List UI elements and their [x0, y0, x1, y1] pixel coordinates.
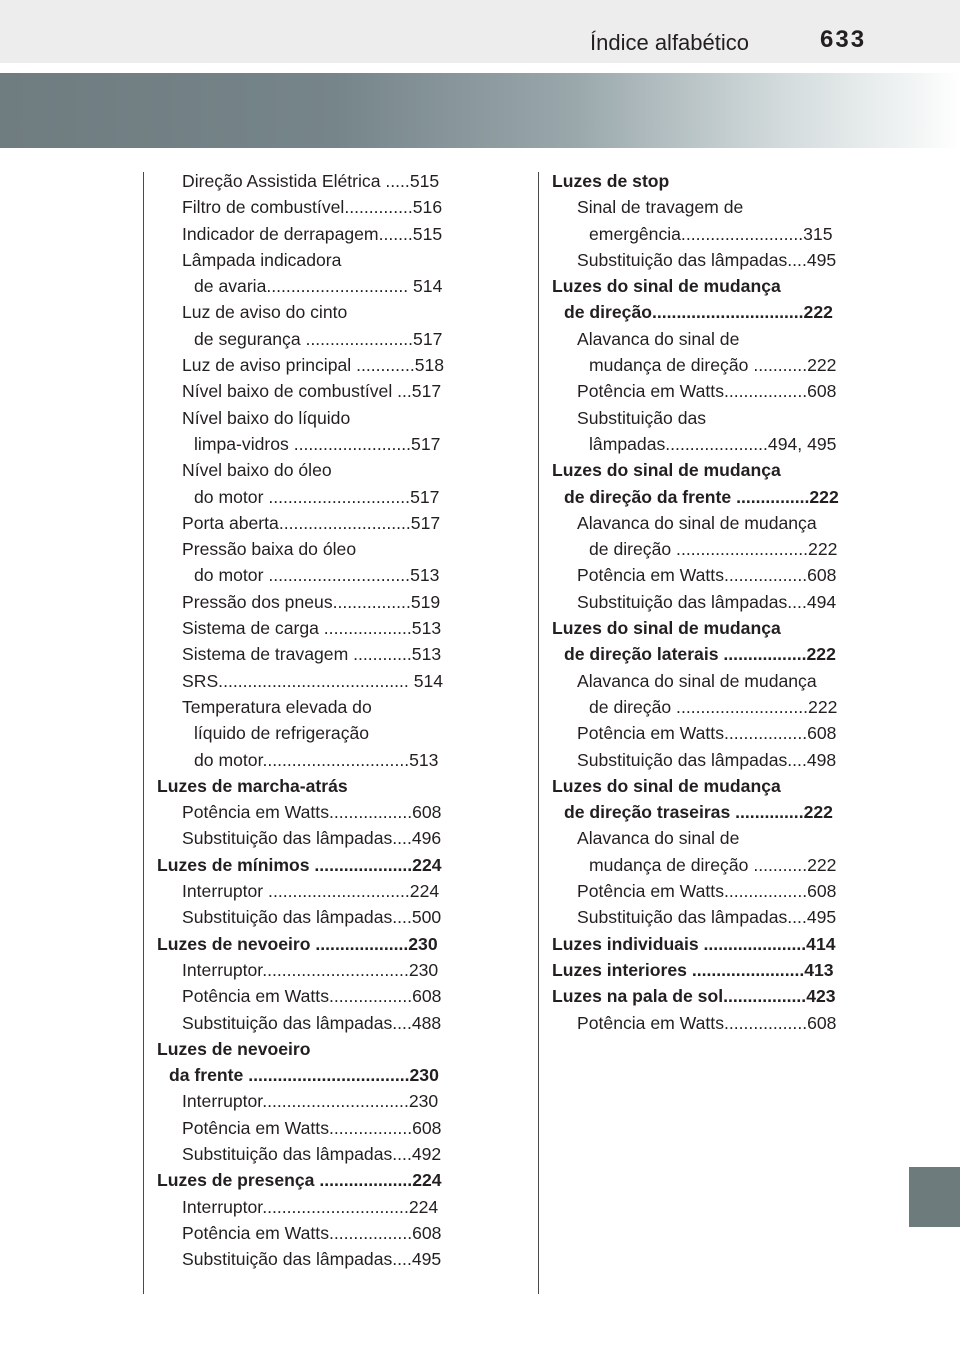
index-subentry: de segurança ......................517 — [194, 328, 443, 349]
index-subentry: mudança de direção ...........222 — [589, 355, 837, 376]
index-heading-entry: de direção...............................222 — [564, 302, 833, 323]
index-subentry: Substituição das lâmpadas....495 — [577, 249, 837, 270]
index-subentry: Potência em Watts.................608 — [577, 881, 837, 902]
index-heading-entry: Luzes do sinal de mudança — [552, 276, 781, 297]
index-subentry: Alavanca do sinal de mudança — [577, 670, 817, 691]
index-subentry: do motor .............................517 — [194, 486, 440, 507]
index-subentry: Potência em Watts.................608 — [182, 802, 442, 823]
index-subentry: limpa-vidros ........................517 — [194, 433, 441, 454]
index-column-left — [157, 168, 466, 1272]
index-subentry: Lâmpada indicadora — [182, 249, 342, 270]
index-subentry: Interruptor..............................230 — [182, 1091, 439, 1112]
index-subentry: Potência em Watts.................608 — [577, 381, 837, 402]
index-subentry: Alavanca do sinal de — [577, 828, 740, 849]
index-heading-entry: Luzes de mínimos ....................224 — [157, 854, 442, 875]
index-subentry: Nível baixo do líquido — [182, 407, 351, 428]
left-column-rule — [143, 172, 144, 1294]
index-heading-entry: da frente .................................230 — [169, 1065, 439, 1086]
index-heading-entry: de direção da frente ...............222 — [564, 486, 839, 507]
index-subentry: Direção Assistida Elétrica .....515 — [182, 171, 440, 191]
index-subentry: Substituição das — [577, 407, 707, 428]
index-subentry: Nível baixo de combustível ...517 — [182, 381, 442, 402]
index-heading-entry: Luzes de stop — [552, 171, 670, 191]
index-subentry: Interruptor..............................230 — [182, 959, 439, 980]
index-heading-entry: Luzes de marcha-atrás — [157, 775, 348, 796]
index-subentry: Alavanca do sinal de mudança — [577, 512, 817, 533]
index-subentry: Interruptor..............................224 — [182, 1196, 439, 1217]
index-subentry: Substituição das lâmpadas....494 — [577, 591, 837, 612]
index-subentry: Potência em Watts.................608 — [577, 1012, 837, 1033]
index-subentry: Substituição das lâmpadas....496 — [182, 828, 442, 849]
index-subentry: Potência em Watts.................608 — [577, 565, 837, 586]
index-subentry: do motor..............................513 — [194, 749, 439, 770]
index-heading-entry: Luzes do sinal de mudança — [552, 618, 781, 639]
index-heading-entry: Luzes do sinal de mudança — [552, 775, 781, 796]
index-heading-entry: de direção laterais .................222 — [564, 644, 836, 665]
page-number: 633 — [820, 26, 867, 53]
index-heading-entry: Luzes de nevoeiro ...................230 — [157, 933, 438, 954]
index-subentry: Pressão baixa do óleo — [182, 539, 357, 560]
index-subentry: Sistema de travagem ............513 — [182, 644, 442, 665]
index-heading-entry: Luzes individuais .....................414 — [552, 933, 836, 954]
chapter-side-tab — [909, 1167, 960, 1227]
index-heading-entry: Luzes de presença ...................224 — [157, 1170, 442, 1191]
index-subentry: Substituição das lâmpadas....498 — [577, 749, 837, 770]
index-subentry: de direção ...........................222 — [589, 539, 838, 560]
index-subentry: de avaria............................. 514 — [194, 276, 443, 297]
index-subentry: Nível baixo do óleo — [182, 460, 332, 481]
index-subentry: Substituição das lâmpadas....488 — [182, 1012, 442, 1033]
index-subentry: Alavanca do sinal de — [577, 328, 740, 349]
index-subentry: Substituição das lâmpadas....492 — [182, 1143, 442, 1164]
index-heading-entry: Luzes do sinal de mudança — [552, 460, 781, 481]
index-subentry: Interruptor .............................224 — [182, 881, 440, 902]
index-subentry: Potência em Watts.................608 — [577, 723, 837, 744]
index-subentry: Substituição das lâmpadas....495 — [577, 907, 837, 928]
index-subentry: líquido de refrigeração — [194, 723, 370, 744]
center-column-rule — [538, 172, 539, 1294]
index-heading-entry: de direção traseiras ..............222 — [564, 802, 833, 823]
index-subentry: Porta aberta...........................517 — [182, 512, 441, 533]
index-heading-entry: Luzes de nevoeiro — [157, 1038, 311, 1059]
index-subentry: Potência em Watts.................608 — [182, 1117, 442, 1138]
index-subentry: Pressão dos pneus................519 — [182, 591, 441, 612]
index-subentry: lâmpadas.....................494, 495 — [589, 433, 837, 454]
index-subentry: Substituição das lâmpadas....495 — [182, 1249, 442, 1270]
index-column-right — [552, 168, 861, 1036]
index-heading-entry: Luzes interiores .......................413 — [552, 959, 834, 980]
index-subentry: emergência.........................315 — [589, 223, 833, 244]
index-subentry: Temperatura elevada do — [182, 696, 372, 717]
index-subentry: SRS....................................... 514 — [182, 670, 444, 691]
section-title: Índice alfabético — [590, 30, 749, 55]
index-subentry: Potência em Watts.................608 — [182, 1222, 442, 1243]
index-subentry: mudança de direção ...........222 — [589, 854, 837, 875]
index-heading-entry: Luzes na pala de sol.................423 — [552, 986, 836, 1007]
index-subentry: Sinal de travagem de — [577, 197, 744, 218]
header-bar — [0, 0, 960, 63]
index-subentry: Luz de aviso do cinto — [182, 302, 348, 323]
index-subentry: Luz de aviso principal ............518 — [182, 355, 445, 376]
index-subentry: do motor .............................513 — [194, 565, 440, 586]
index-subentry: Filtro de combustível..............516 — [182, 197, 443, 218]
index-subentry: de direção ...........................222 — [589, 696, 838, 717]
decorative-gradient-band — [0, 73, 960, 148]
index-subentry: Potência em Watts.................608 — [182, 986, 442, 1007]
index-subentry: Sistema de carga ..................513 — [182, 618, 442, 639]
index-subentry: Indicador de derrapagem.......515 — [182, 223, 443, 244]
index-subentry: Substituição das lâmpadas....500 — [182, 907, 442, 928]
